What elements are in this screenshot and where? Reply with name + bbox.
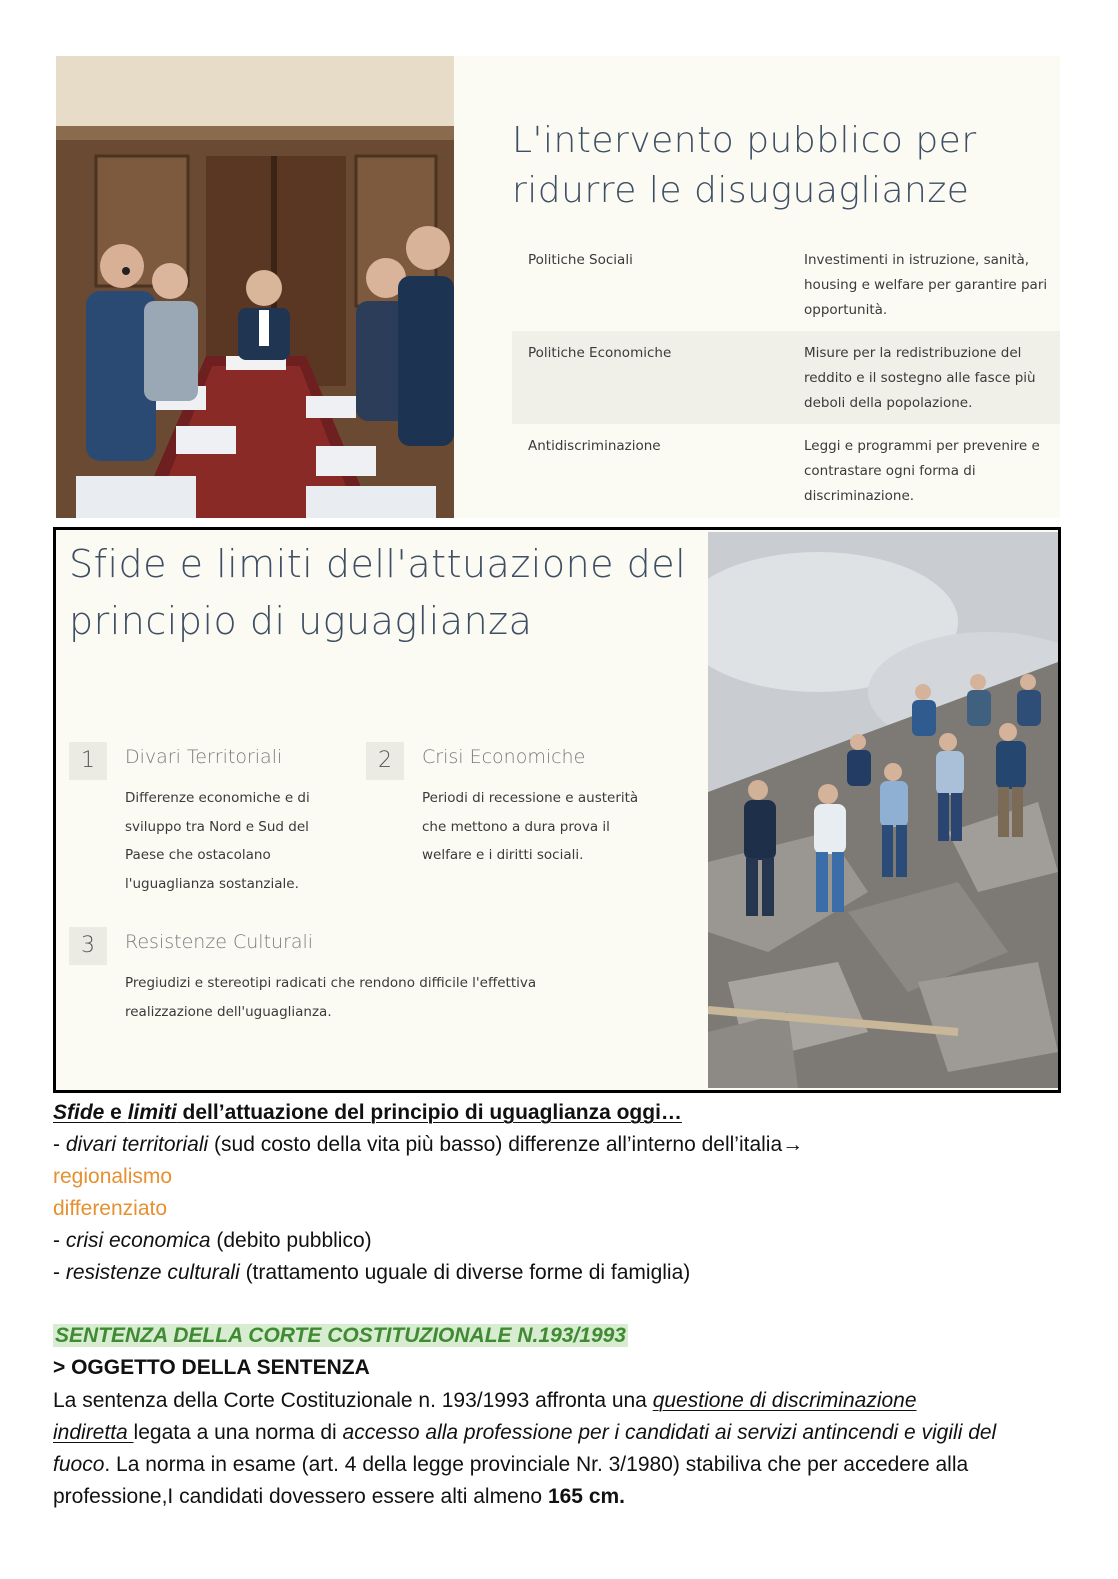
row-description: Leggi e programmi per prevenire e contrastare ogni forma di discriminazione.	[804, 438, 1040, 504]
item-number: 3	[69, 927, 107, 965]
note-line-crisi	[53, 1225, 372, 1257]
bullet: -	[53, 1261, 66, 1284]
row-label: Antidiscriminazione	[528, 438, 661, 454]
row-label: Politiche Economiche	[528, 345, 672, 361]
note-line-divari	[53, 1129, 803, 1161]
meeting-photo	[56, 56, 454, 518]
table-row	[512, 331, 1060, 424]
item-title: Divari Territoriali	[125, 746, 283, 768]
sentenza-title-line	[53, 1320, 628, 1352]
measures-table	[512, 238, 1060, 517]
bullet: -	[53, 1229, 66, 1252]
item-number: 1	[69, 742, 107, 780]
note-line-resistenze	[53, 1257, 690, 1289]
heading-limiti: limiti	[127, 1101, 177, 1124]
table-row	[512, 424, 1060, 517]
para-text: La sentenza della Corte Costituzionale n. 193/1993 affronta una	[53, 1389, 653, 1412]
para-text: legata a una norma di	[133, 1421, 343, 1444]
bullet: -	[53, 1133, 66, 1156]
slide-intervento-pubblico	[56, 56, 1060, 518]
heading-e: e	[104, 1101, 128, 1124]
note-orange-regionalismo: regionalismo	[53, 1165, 173, 1188]
para-underlined-italic: indiretta	[53, 1421, 134, 1444]
para-underlined-italic: questione di discriminazione	[652, 1389, 917, 1412]
item-description: Pregiudizi e stereotipi radicati che rendono difficile l'effettiva realizzazione dell'uguaglianza.	[125, 975, 537, 1020]
item-number: 2	[366, 742, 404, 780]
note-text: (debito pubblico)	[210, 1229, 372, 1252]
row-description: Misure per la redistribuzione del reddito e il sostegno alle fasce più deboli della popolazione.	[804, 345, 1036, 411]
para-bold: 165 cm.	[547, 1485, 626, 1508]
para-italic: accesso alla professione per i candidati ai servizi antincendi e vigili del fuoco	[53, 1421, 997, 1476]
slide-sfide-limiti	[53, 527, 1061, 1093]
note-term: crisi economica	[65, 1229, 211, 1252]
item-description: Periodi di recessione e austerità che mettono a dura prova il welfare e i diritti sociali.	[422, 790, 639, 863]
row-label: Politiche Sociali	[528, 252, 633, 268]
sentenza-paragraph	[53, 1385, 1058, 1513]
notes-heading	[53, 1097, 682, 1129]
item-description: Differenze economiche e di sviluppo tra Nord e Sud del Paese che ostacolano l'uguaglianza sostanziale.	[125, 790, 310, 892]
note-text: (trattamento uguale di diverse forme di famiglia)	[239, 1261, 691, 1284]
note-term: divari territoriali	[65, 1133, 209, 1156]
item-title: Crisi Economiche	[422, 746, 586, 768]
heading-sfide: Sfide	[53, 1101, 105, 1124]
note-orange-differenziato: differenziato	[53, 1197, 168, 1220]
climbing-photo	[708, 532, 1058, 1088]
meeting-illustration	[56, 56, 454, 518]
slide1-title: L'intervento pubblico per ridurre le disuguaglianze	[512, 120, 977, 211]
heading-rest: dell’attuazione del principio di uguaglianza oggi…	[176, 1101, 682, 1124]
note-term: resistenze culturali	[65, 1261, 240, 1284]
climbing-illustration	[708, 532, 1058, 1088]
sentenza-subtitle: > OGGETTO DELLA SENTENZA	[53, 1356, 370, 1379]
item-title: Resistenze Culturali	[125, 931, 314, 953]
row-description: Investimenti in istruzione, sanità, housing e welfare per garantire pari opportunità.	[804, 252, 1048, 318]
note-text: (sud costo della vita più basso) differenze all’interno dell’italia→	[208, 1133, 804, 1156]
sentenza-title: SENTENZA DELLA CORTE COSTITUZIONALE N.193/1993	[55, 1324, 626, 1347]
slide2-title: Sfide e limiti dell'attuazione del principio di uguaglianza	[69, 542, 687, 643]
table-row	[512, 238, 1060, 331]
para-text: . La norma in esame (art. 4 della legge provinciale Nr. 3/1980) stabiliva che per accedere alla professione,I candidati dovessero essere alti almeno	[53, 1453, 969, 1508]
